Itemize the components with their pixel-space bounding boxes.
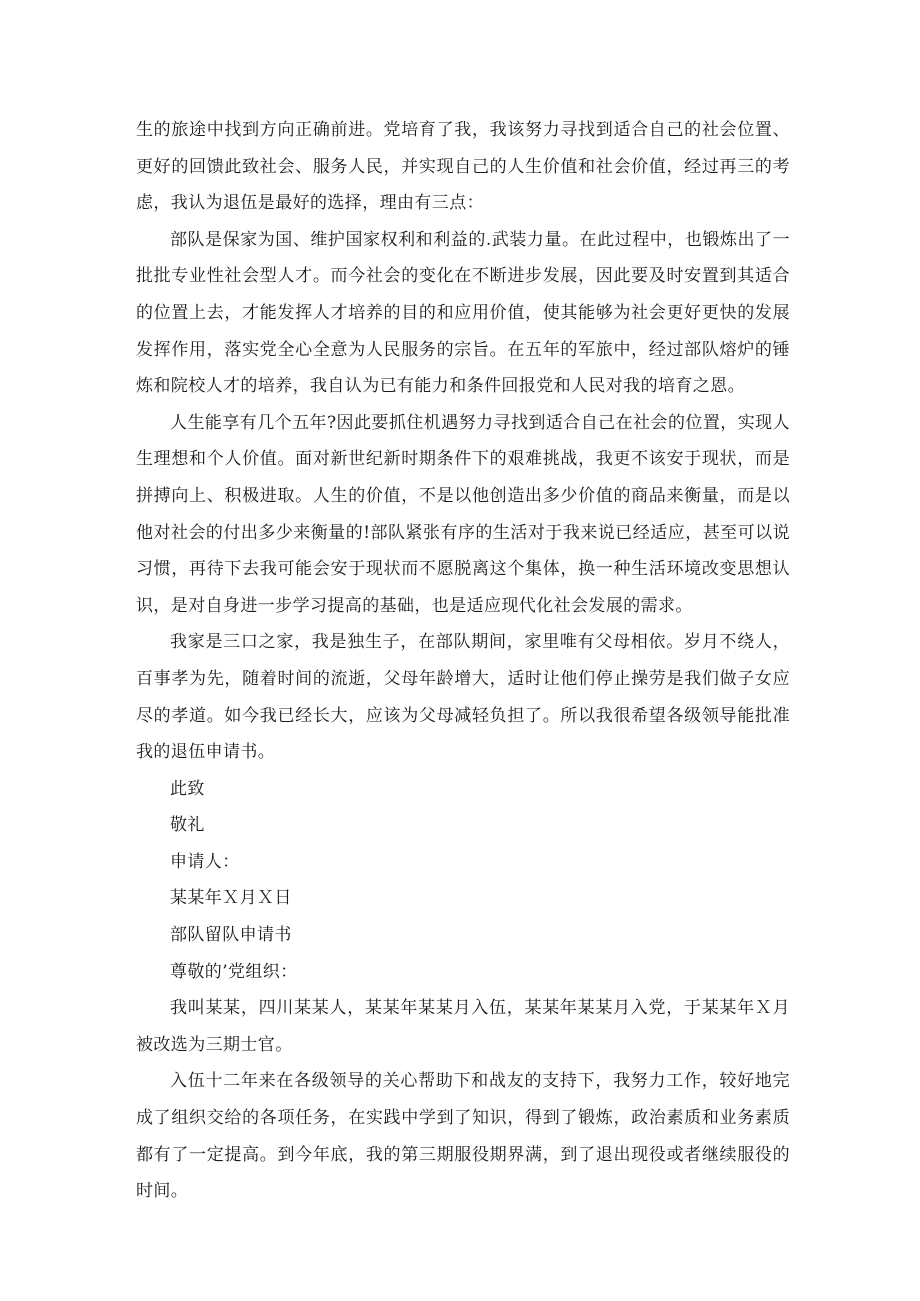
second-doc-paragraph-intro: 我叫某某，四川某某人，某某年某某月入伍，某某年某某月入党，于某某年Ｘ月被改选为三期士官。 bbox=[136, 998, 790, 1055]
applicant-label: 申请人： bbox=[170, 851, 240, 872]
paragraph-military-role: 部队是保家为国、维护国家权利和利益的.武装力量。在此过程中，也锻炼出了一批批专业性社会型人才。而今社会的变化在不断进步发展，因此要及时安置到其适合的位置上去，才能发挥人才培养的目的和应用价值，使其能够为社会更好更快的发展发挥作用，落实党全心全意为人民服务的宗旨。在五年的军旅中，经过部队熔炉的锤炼和院校人才的培养，我自认为已有能力和条件回报党和人民对我的培育之恩。 bbox=[136, 229, 790, 397]
closing-jingli: 敬礼 bbox=[170, 815, 205, 836]
second-doc-title: 部队留队申请书 bbox=[170, 925, 292, 946]
date-line: 某某年Ｘ月Ｘ日 bbox=[170, 888, 292, 909]
paragraph-life-value: 人生能享有几个五年?因此要抓住机遇努力寻找到适合自己在社会的位置，实现人生理想和个人价值。面对新世纪新时期条件下的艰难挑战，我更不该安于现状，而是拼搏向上、积极进取。人生的价值，不是以他创造出多少价值的商品来衡量，而是以他对社会的付出多少来衡量的!部队紧张有序的生活对于我来说已经适应，甚至可以说习惯，再待下去我可能会安于现状而不愿脱离这个集体，换一种生活环境改变思想认识，是对自身进一步学习提高的基础，也是适应现代化社会发展的需求。 bbox=[136, 412, 790, 616]
document-page bbox=[136, 112, 790, 1210]
second-doc-paragraph-service: 入伍十二年来在各级领导的关心帮助下和战友的支持下，我努力工作，较好地完成了组织交给的各项任务，在实践中学到了知识，得到了锻炼，政治素质和业务素质都有了一定提高。到今年底，我的第三期服役期界满，到了退出现役或者继续服役的时间。 bbox=[136, 1071, 790, 1202]
paragraph-continued: 生的旅途中找到方向正确前进。党培育了我，我该努力寻找到适合自己的社会位置、更好的回馈此致社会、服务人民，并实现自己的人生价值和社会价值，经过再三的考虑，我认为退伍是最好的选择，理由有三点： bbox=[136, 120, 790, 214]
paragraph-family: 我家是三口之家，我是独生子，在部队期间，家里唯有父母相依。岁月不绕人，百事孝为先，随着时间的流逝，父母年龄增大，适时让他们停止操劳是我们做子女应尽的孝道。如今我已经长大，应该为父母减轻负担了。所以我很希望各级领导能批准我的退伍申请书。 bbox=[136, 632, 790, 763]
closing-cizhi: 此致 bbox=[170, 778, 205, 799]
second-doc-salutation: 尊敬的’党组织： bbox=[170, 961, 298, 982]
